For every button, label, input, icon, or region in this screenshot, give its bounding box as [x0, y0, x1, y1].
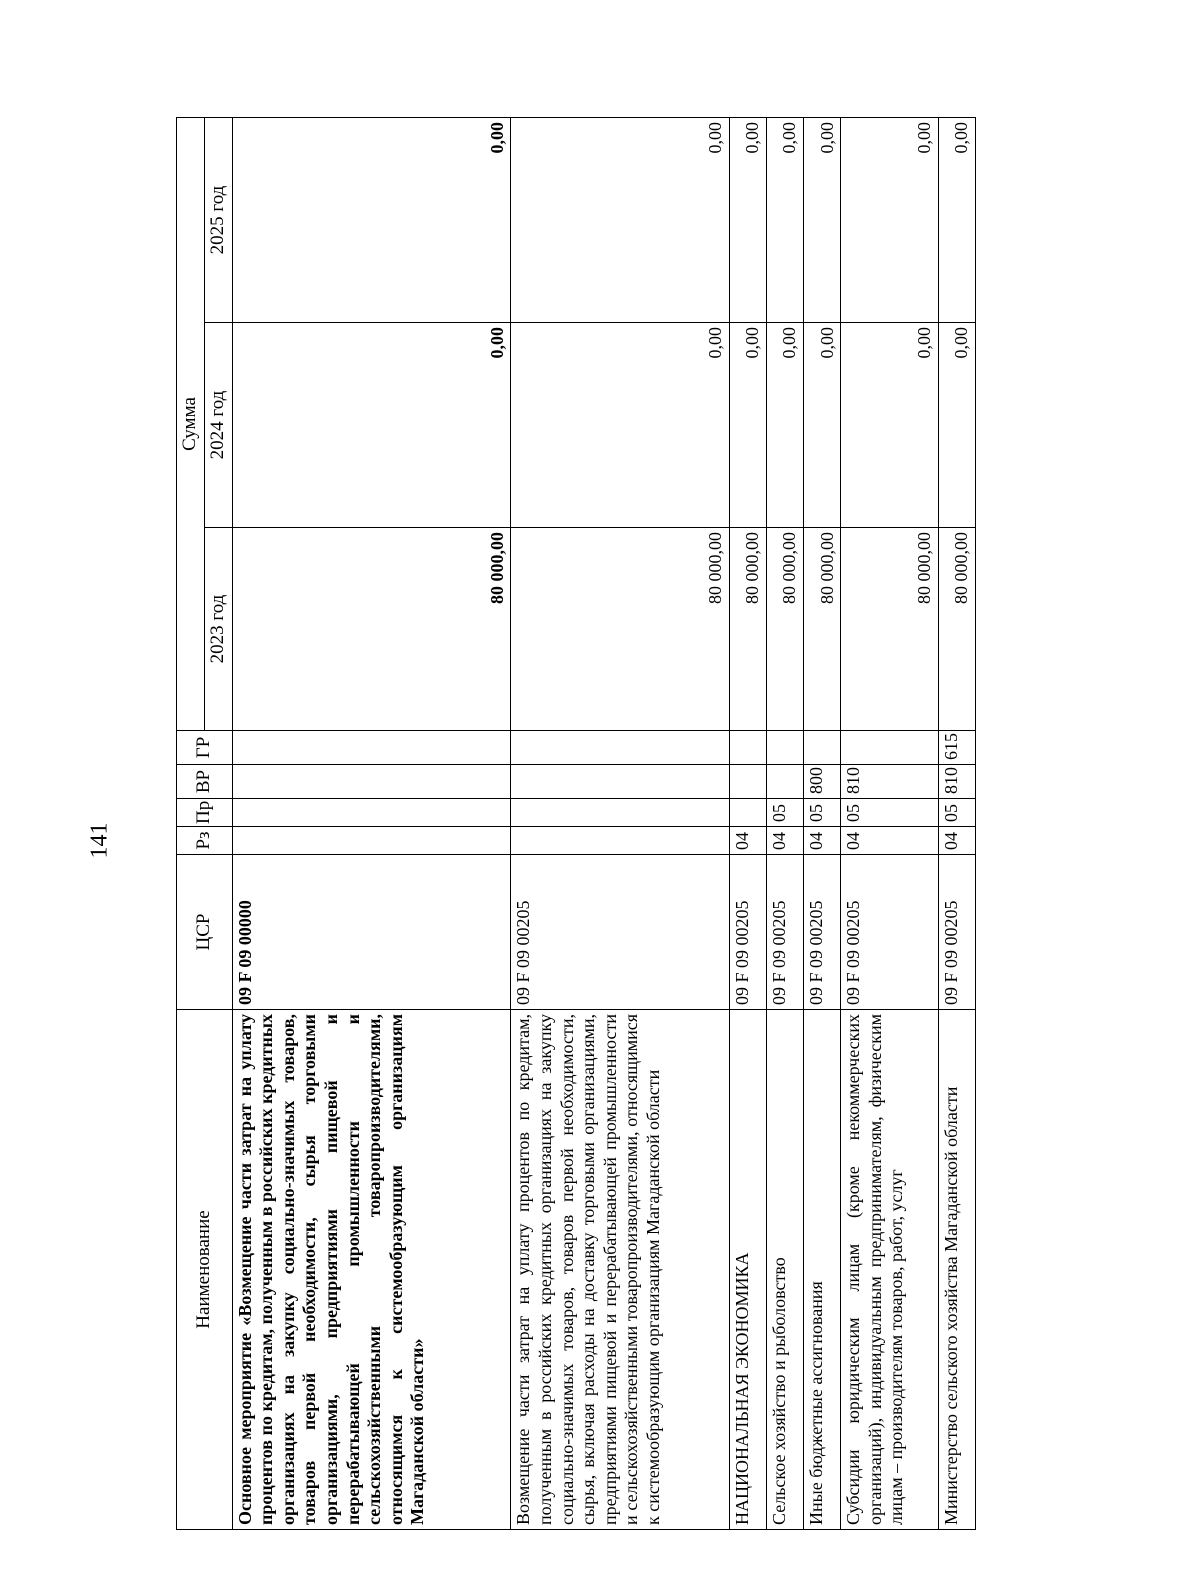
budget-table-container — [176, 118, 976, 1530]
cell-2025: 0,00 — [766, 118, 803, 323]
cell-gr — [729, 731, 766, 765]
cell-vr — [232, 765, 511, 799]
header-pr: Пр — [177, 799, 233, 827]
header-vr: ВР — [177, 765, 233, 799]
table-row — [938, 118, 975, 1530]
cell-2025: 0,00 — [804, 118, 841, 323]
cell-2025: 0,00 — [511, 118, 729, 323]
cell-vr: 800 — [804, 765, 841, 799]
cell-vr — [729, 765, 766, 799]
cell-2023: 80 000,00 — [841, 528, 939, 731]
cell-2024: 0,00 — [766, 323, 803, 528]
cell-gr — [232, 731, 511, 765]
cell-pr — [729, 799, 766, 827]
header-2024: 2024 год — [204, 323, 232, 528]
cell-name: НАЦИОНАЛЬНАЯ ЭКОНОМИКА — [729, 1010, 766, 1530]
table-row — [804, 118, 841, 1530]
header-2023: 2023 год — [204, 528, 232, 731]
header-2025: 2025 год — [204, 118, 232, 323]
header-csr: ЦСР — [177, 855, 233, 1010]
cell-2025: 0,00 — [938, 118, 975, 323]
cell-name: Сельское хозяйство и рыболовство — [766, 1010, 803, 1530]
table-row — [841, 118, 939, 1530]
cell-rz: 04 — [804, 827, 841, 855]
cell-vr — [511, 765, 729, 799]
cell-csr: 09 F 09 00205 — [938, 855, 975, 1010]
cell-csr: 09 F 09 00205 — [729, 855, 766, 1010]
cell-name: Возмещение части затрат на уплату процентов по кредитам, полученным в российских кредитных организациях на закупку социально-значимых товаров, товаров первой необходимости, сырья, включая расходы на доставку торговыми организациями, предприятиями пищевой и перерабатывающей промышленности и сельскохозяйственными товаропроизводителями, относящимися к системообразующим организациям Магаданской области — [511, 1010, 729, 1530]
header-name: Наименование — [177, 1010, 233, 1530]
cell-csr: 09 F 09 00205 — [841, 855, 939, 1010]
cell-2023: 80 000,00 — [729, 528, 766, 731]
cell-csr: 09 F 09 00205 — [766, 855, 803, 1010]
cell-rz: 04 — [729, 827, 766, 855]
cell-name: Министерство сельского хозяйства Магаданской области — [938, 1010, 975, 1530]
table-body — [232, 118, 975, 1530]
cell-name: Субсидии юридическим лицам (кроме некоммерческих организаций), индивидуальным предпринимателям, физическим лицам – производителям товаров, работ, услуг — [841, 1010, 939, 1530]
cell-2024: 0,00 — [841, 323, 939, 528]
cell-vr: 810 — [938, 765, 975, 799]
cell-pr: 05 — [766, 799, 803, 827]
cell-csr: 09 F 09 00000 — [232, 855, 511, 1010]
cell-gr: 615 — [938, 731, 975, 765]
cell-pr: 05 — [804, 799, 841, 827]
cell-name: Основное мероприятие «Возмещение части затрат на уплату процентов по кредитам, полученным в российских кредитных организациях на закупку социально-значимых товаров, товаров первой необходимости, сырья торговыми организациями, предприятиями пищевой и перерабатывающей промышленности и сельскохозяйственными товаропроизводителями, относящимся к системообразующим организациям Магаданской области» — [232, 1010, 511, 1530]
cell-rz — [232, 827, 511, 855]
cell-2024: 0,00 — [804, 323, 841, 528]
cell-rz: 04 — [841, 827, 939, 855]
cell-2025: 0,00 — [232, 118, 511, 323]
cell-csr: 09 F 09 00205 — [804, 855, 841, 1010]
cell-pr: 05 — [938, 799, 975, 827]
cell-pr — [511, 799, 729, 827]
cell-pr: 05 — [841, 799, 939, 827]
cell-2023: 80 000,00 — [766, 528, 803, 731]
table-row — [766, 118, 803, 1530]
budget-table — [176, 117, 976, 1530]
cell-2024: 0,00 — [729, 323, 766, 528]
cell-rz: 04 — [938, 827, 975, 855]
cell-2024: 0,00 — [511, 323, 729, 528]
cell-2025: 0,00 — [729, 118, 766, 323]
cell-2024: 0,00 — [938, 323, 975, 528]
header-gr: ГР — [177, 731, 233, 765]
page-number: 141 — [86, 822, 113, 858]
header-summa: Сумма — [177, 118, 205, 731]
cell-2024: 0,00 — [232, 323, 511, 528]
cell-vr — [766, 765, 803, 799]
cell-pr — [232, 799, 511, 827]
cell-gr — [841, 731, 939, 765]
cell-vr: 810 — [841, 765, 939, 799]
cell-2023: 80 000,00 — [511, 528, 729, 731]
cell-gr — [511, 731, 729, 765]
table-row — [729, 118, 766, 1530]
table-row — [232, 118, 511, 1530]
header-row — [177, 118, 205, 1530]
cell-rz: 04 — [766, 827, 803, 855]
cell-2023: 80 000,00 — [232, 528, 511, 731]
cell-2023: 80 000,00 — [804, 528, 841, 731]
cell-2025: 0,00 — [841, 118, 939, 323]
cell-csr: 09 F 09 00205 — [511, 855, 729, 1010]
cell-rz — [511, 827, 729, 855]
header-rz: Рз — [177, 827, 233, 855]
cell-gr — [766, 731, 803, 765]
cell-2023: 80 000,00 — [938, 528, 975, 731]
cell-name: Иные бюджетные ассигнования — [804, 1010, 841, 1530]
cell-gr — [804, 731, 841, 765]
table-row — [511, 118, 729, 1530]
